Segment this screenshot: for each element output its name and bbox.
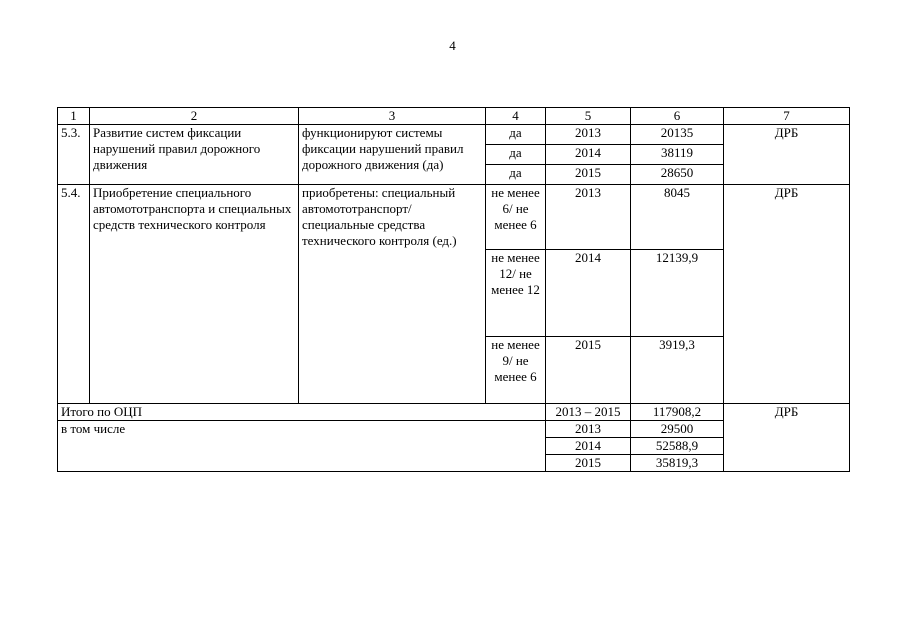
table-row (58, 185, 850, 250)
year-cell: 2013 (546, 125, 631, 145)
year-cell: 2015 (546, 165, 631, 185)
indicator-value: не менее 9/ не менее 6 (486, 337, 546, 404)
indicator-value: да (486, 125, 546, 145)
column-header: 3 (299, 108, 486, 125)
indicator-value: не менее 12/ не менее 12 (486, 250, 546, 337)
amount-cell: 8045 (631, 185, 724, 250)
page-number: 4 (449, 38, 456, 53)
total-label: Итого по ОЦП (58, 404, 546, 421)
column-header: 1 (58, 108, 90, 125)
total-funding-source: ДРБ (724, 404, 850, 472)
measure-cell: Развитие систем фиксации нарушений правил дорожного движения (90, 125, 299, 185)
column-header: 2 (90, 108, 299, 125)
indicator-value: да (486, 145, 546, 165)
amount-cell: 12139,9 (631, 250, 724, 337)
amount-cell: 29500 (631, 421, 724, 438)
year-cell: 2014 (546, 145, 631, 165)
year-cell: 2014 (546, 250, 631, 337)
indicator-cell: функционируют системы фиксации нарушений правил дорожного движения (да) (299, 125, 486, 185)
year-cell: 2015 (546, 455, 631, 472)
indicator-cell: приобретены: специальный автомототранспорт/ специальные средства технического контроля (ед.) (299, 185, 486, 404)
including-label: в том числе (58, 421, 546, 472)
table-row (58, 125, 850, 145)
amount-cell: 3919,3 (631, 337, 724, 404)
measure-cell: Приобретение специального автомототранспорта и специальных средств технического контроля (90, 185, 299, 404)
table-header-row (58, 108, 850, 125)
total-row (58, 404, 850, 421)
amount-cell: 38119 (631, 145, 724, 165)
year-cell: 2014 (546, 438, 631, 455)
column-header: 7 (724, 108, 850, 125)
column-header: 5 (546, 108, 631, 125)
program-table (57, 107, 850, 472)
year-cell: 2015 (546, 337, 631, 404)
total-amount: 117908,2 (631, 404, 724, 421)
year-cell: 2013 (546, 421, 631, 438)
amount-cell: 35819,3 (631, 455, 724, 472)
amount-cell: 28650 (631, 165, 724, 185)
amount-cell: 20135 (631, 125, 724, 145)
indicator-value: не менее 6/ не менее 6 (486, 185, 546, 250)
row-number: 5.3. (58, 125, 90, 185)
funding-source: ДРБ (724, 125, 850, 185)
column-header: 4 (486, 108, 546, 125)
indicator-value: да (486, 165, 546, 185)
total-period: 2013 – 2015 (546, 404, 631, 421)
column-header: 6 (631, 108, 724, 125)
amount-cell: 52588,9 (631, 438, 724, 455)
year-cell: 2013 (546, 185, 631, 250)
funding-source: ДРБ (724, 185, 850, 404)
row-number: 5.4. (58, 185, 90, 404)
